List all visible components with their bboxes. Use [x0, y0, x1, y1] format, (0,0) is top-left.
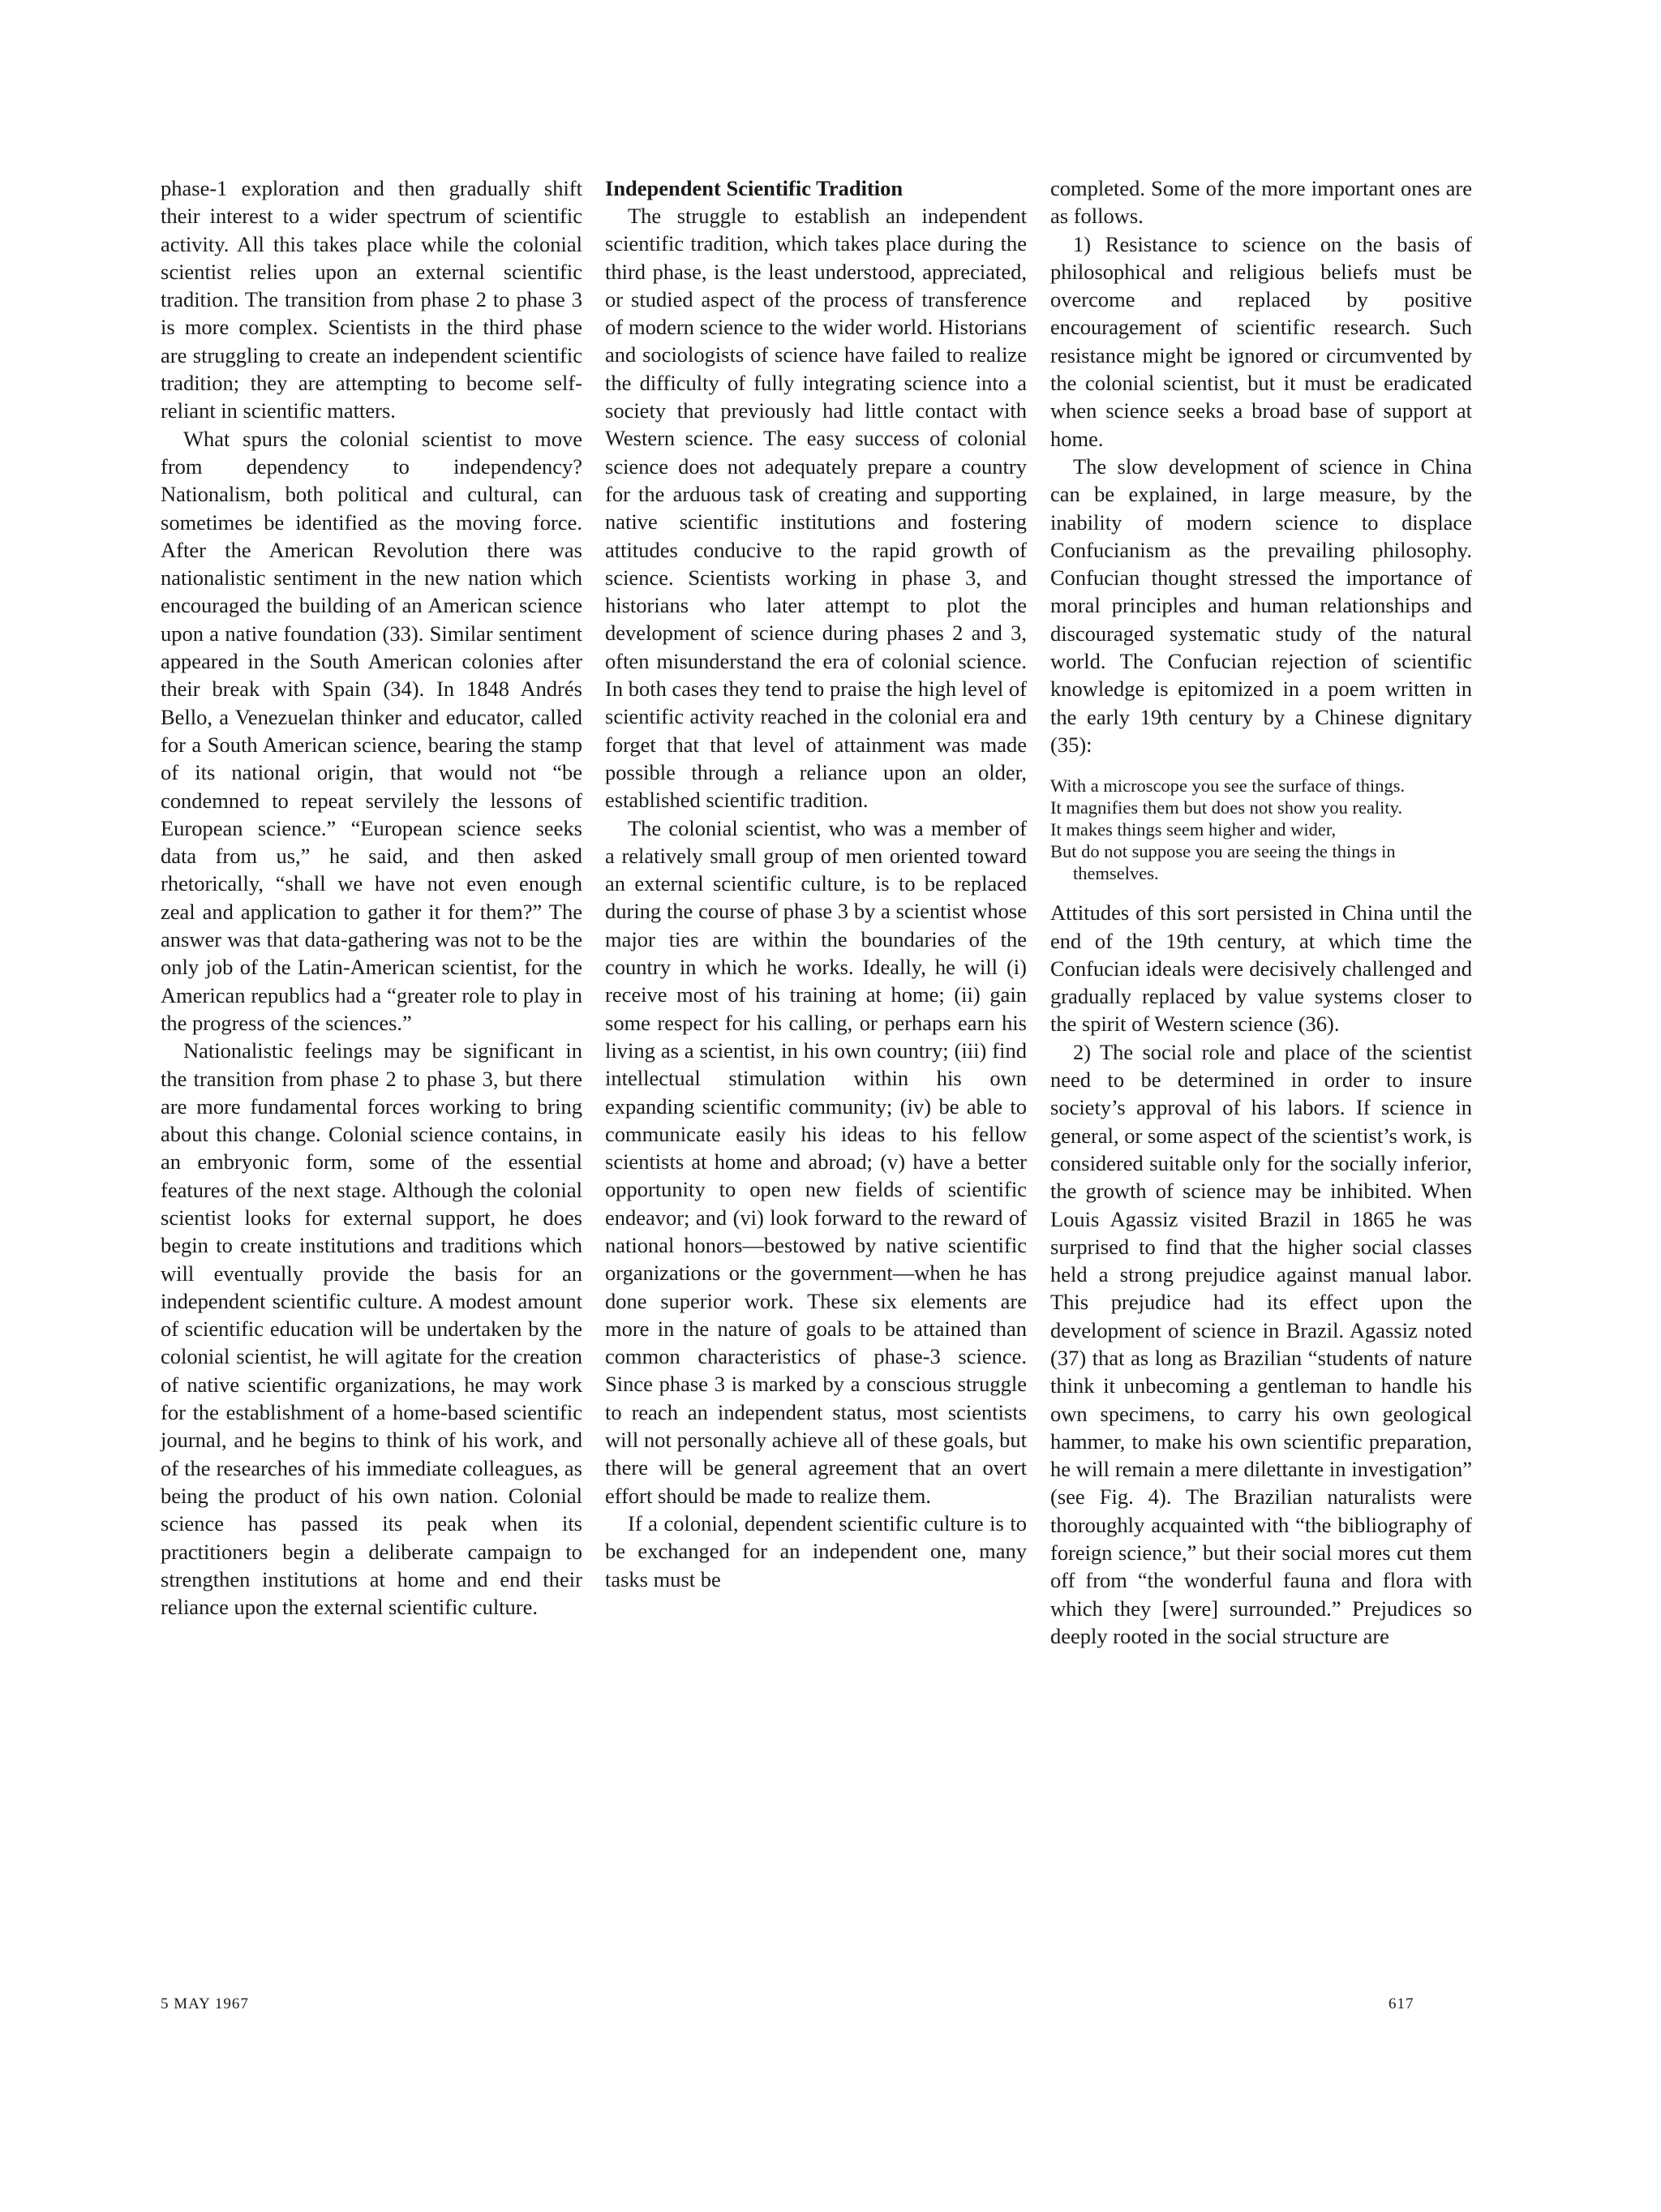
- paragraph: Nationalistic feelings may be significant in the transition from phase 2 to phase 3, but there are more fundamental forces working to bring about this change. Colonial science contains, in an embryonic form, some of the essential features of the next stage. Although the colonial scientist looks for external support, he does begin to create institutions and traditions which will eventually provide the basis for an independent scientific culture. A modest amount of scientific education will be undertaken by the colonial scientist, he will agitate for the creation of native scientific organizations, he may work for the establishment of a home-based scientific journal, and he begins to think of his work, and of the researches of his immediate colleagues, as being the product of his own nation. Colonial science has passed its peak when its practitioners begin a deliberate campaign to strengthen institutions at home and end their reliance upon the external scientific culture.: [161, 1038, 582, 1620]
- poem-line: But do not suppose you are seeing the things in themselves.: [1050, 841, 1396, 884]
- paragraph: The colonial scientist, who was a member of a relatively small group of men oriented toward an external scientific culture, is to be replaced during the course of phase 3 by a scientist whose major ties are within the boundaries of the country in which he works. Ideally, he will (i) receive most of his training at home; (ii) gain some respect for his calling, or perhaps earn his living as a scientist, in his own country; (iii) find intellectual stimulation within his own expanding scientific community; (iv) be able to communicate easily his ideas to his fellow scientists at home and abroad; (v) have a better opportunity to open new fields of scientific endeavor; and (vi) look forward to the reward of national honors—bestowed by native scientific organizations or the government—when he has done superior work. These six elements are more in the nature of goals to be attained than common characteristics of phase-3 science. Since phase 3 is marked by a conscious struggle to reach an independent status, most scientists will not personally achieve all of these goals, but there will be general agreement that an overt effort should be made to realize them.: [605, 815, 1027, 1508]
- paragraph: The struggle to establish an independent scientific tradition, which takes place during the third phase, is the least understood, appreciated, or studied aspect of the process of transference of modern science to the wider world. Historians and sociologists of science have failed to realize the difficulty of fully integrating science into a society that previously had little contact with Western science. The easy success of colonial science does not adequately prepare a country for the arduous task of creating and supporting native scientific institutions and fostering attitudes conducive to the rapid growth of science. Scientists working in phase 3, and historians who later attempt to plot the development of science during phases 2 and 3, often misunderstand the era of colonial science. In both cases they tend to praise the high level of scientific activity reached in the colonial era and forget that that level of attainment was made possible through a reliance upon an older, established scientific tradition.: [605, 204, 1027, 813]
- text-column-1: [161, 174, 582, 1621]
- text-column-2: [605, 174, 1027, 1593]
- paragraph: 2) The social role and place of the scientist need to be determined in order to insure society’s approval of his labors. If science in general, or some aspect of the scientist’s work, is considered suitable only for the socially inferior, the growth of science may be inhibited. When Louis Agassiz visited Brazil in 1865 he was surprised to find that the higher social classes held a strong prejudice against manual labor. This prejudice had its effect upon the development of science in Brazil. Agassiz noted (37) that as long as Brazilian “students of nature think it unbecoming a gentleman to handle his own specimens, to carry his own geological hammer, to make his own scientific preparation, he will remain a mere dilettante in investigation” (see Fig. 4). The Brazilian naturalists were thoroughly acquainted with “the bibliography of foreign science,” but their social mores cut them off from “the wonderful fauna and flora with which they [were] surrounded.” Prejudices so deeply rooted in the social structure are: [1050, 1039, 1472, 1648]
- poem-quote: [1050, 775, 1472, 884]
- paragraph: completed. Some of the more important ones are as follows.: [1050, 176, 1472, 229]
- issue-date: 5 MAY 1967: [161, 1995, 249, 2012]
- poem-line: It magnifies them but does not show you reality.: [1050, 797, 1403, 818]
- paragraph: 1) Resistance to science on the basis of philosophical and religious beliefs must be overcome and replaced by positive encouragement of scientific research. Such resistance might be ignored or circumvented by the colonial scientist, but it must be eradicated when science seeks a broad base of support at home.: [1050, 231, 1472, 451]
- paragraph: What spurs the colonial scientist to move from dependency to independency? Nationalism, both political and cultural, can sometimes be identified as the moving force. After the American Revolution there was nationalistic sentiment in the new nation which encouraged the building of an American science upon a native foundation (33). Similar sentiment appeared in the South American colonies after their break with Spain (34). In 1848 Andrés Bello, a Venezuelan thinker and educator, called for a South American science, bearing the stamp of its national origin, that would not “be condemned to repeat servilely the lessons of European science.” “European science seeks data from us,” he said, and then asked rhetorically, “shall we have not even enough zeal and application to gather it for them?” The answer was that data-gathering was not to be the only job of the Latin-American scientist, for the American republics had a “greater role to play in the progress of the sciences.”: [161, 426, 582, 1035]
- section-heading: Independent Scientific Tradition: [605, 176, 903, 200]
- paragraph: Attitudes of this sort persisted in China until the end of the 19th century, at which time the Confucian ideals were decisively challenged and gradually replaced by value systems closer to the spirit of Western science (36).: [1050, 900, 1472, 1037]
- poem-line: It makes things seem higher and wider,: [1050, 819, 1337, 840]
- text-column-3: [1050, 174, 1472, 1650]
- paragraph: If a colonial, dependent scientific culture is to be exchanged for an independent one, many tasks must be: [605, 1510, 1027, 1591]
- paragraph: phase-1 exploration and then gradually shift their interest to a wider spectrum of scientific activity. All this takes place while the colonial scientist relies upon an external scientific tradition. The transition from phase 2 to phase 3 is more complex. Scientists in the third phase are struggling to create an independent scientific tradition; they are attempting to become self-reliant in scientific matters.: [161, 176, 582, 423]
- poem-line: With a microscope you see the surface of things.: [1050, 775, 1406, 797]
- paragraph: The slow development of science in China can be explained, in large measure, by the inability of modern science to displace Confucianism as the prevailing philosophy. Confucian thought stressed the importance of moral principles and human relationships and discouraged systematic study of the natural world. The Confucian rejection of scientific knowledge is epitomized in a poem written in the early 19th century by a Chinese dignitary (35):: [1050, 453, 1472, 757]
- page-number: 617: [1388, 1995, 1414, 2012]
